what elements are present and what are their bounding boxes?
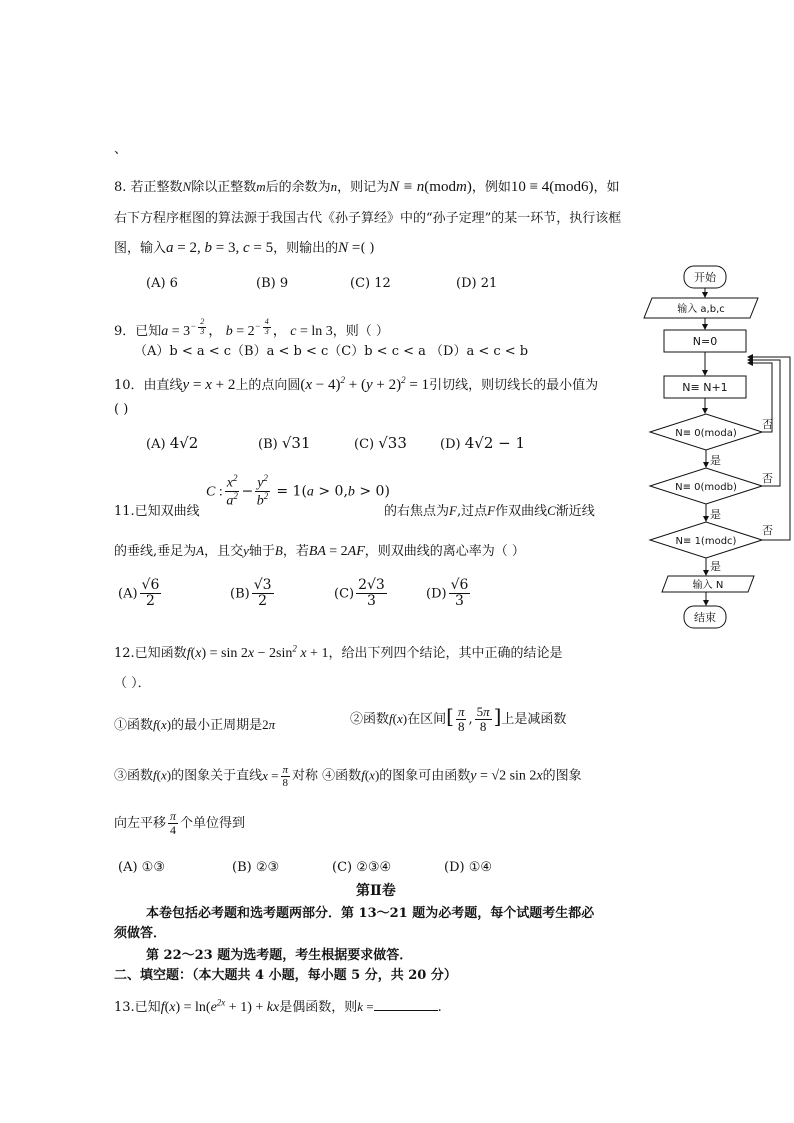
q11-choice-c-label: (C)	[334, 586, 355, 602]
q11-hyperbola-formula: C : $\frac{x^2}{a^2}$ − $\frac{y^2}{b^2}$ = 1(a > 0,b > 0)	[206, 473, 390, 509]
q8-choice-d: (D) 21	[456, 276, 498, 291]
q12-c2-c: 上是减函数	[501, 712, 567, 727]
q10-choice-d-value: 4√2 − 1	[464, 434, 526, 452]
q12-c3-line: x = $\frac{\pi}{8}$	[262, 764, 289, 790]
q12-c4-function: y = √2 sin 2x	[470, 768, 543, 784]
flowchart	[636, 262, 794, 632]
flow-input-label: 输入 a,b,c	[677, 304, 725, 315]
q8-text-e: ，例如	[471, 180, 511, 195]
q8-paren: ( )	[360, 241, 375, 256]
q8-formula-N: N =	[338, 240, 361, 256]
q11-choice-c	[334, 578, 389, 610]
q10-choice-c-value: √33	[378, 434, 407, 452]
q8-var-m: m	[256, 179, 266, 194]
section2-para2: 第 22～23 题为选考题，考生根据要求做答．	[146, 948, 413, 963]
q12-c4-a: ④函数	[322, 768, 362, 784]
q11-vector-formula: BA = 2AF	[308, 544, 365, 559]
q12-c3-c: 对称	[292, 768, 319, 784]
q12-c2-a: ②函数	[350, 712, 390, 727]
q11-text-e: 渐近线	[555, 504, 595, 519]
q13-stem	[114, 996, 442, 1016]
q12-c4-b: 的图象可由函数	[379, 768, 471, 784]
q10-stem	[114, 374, 598, 394]
q12-c1-a: ①函数	[114, 718, 154, 733]
q11-line2-d: ，若	[282, 544, 309, 559]
q12-conclusion-1	[114, 714, 275, 733]
q10-choice-d-label: (D)	[440, 437, 461, 452]
q8-text-d: ，则记为	[337, 180, 390, 195]
q11-line2	[114, 540, 525, 560]
flow-end-label: 结束	[694, 611, 716, 624]
q12-conclusion-3-4	[114, 764, 582, 789]
q8-text-b: 除以正整数	[191, 180, 257, 195]
q11-line1-rest	[384, 500, 595, 519]
q13-text-b: 是偶函数，则	[279, 1000, 358, 1015]
q11-choice-a-label: (A)	[118, 586, 138, 602]
q11-text-c: ,过点	[456, 504, 488, 519]
q11-choice-d	[426, 578, 472, 610]
q8-choice-b: (B) 9	[256, 276, 289, 291]
q8-choice-c: (C) 12	[350, 276, 391, 291]
q11-var-F1: F	[449, 503, 457, 518]
flow-start-label: 开始	[694, 271, 716, 284]
q12-c3-b: 的图象关于直线	[171, 768, 263, 784]
q12-stem	[114, 642, 562, 662]
q9-choices: （A）b < a < c（B）a < b < c（C）b < c < a （D）a < c < b	[134, 344, 529, 359]
q12-c3-a: ③函数	[114, 768, 154, 784]
q11-line2-e: ，则双曲线的离心率为（ ）	[364, 544, 525, 559]
q8-formula-example: 10 ≡ 4(mod6)	[510, 179, 594, 195]
q11-choice-a	[118, 578, 163, 610]
q12-shift-pi-4: $\frac{\pi}{4}$	[170, 809, 177, 838]
q11-text-d: 作双曲线	[495, 504, 548, 519]
q13-text-c: .	[437, 1000, 442, 1015]
q11-choice-c-value: $\frac{2√3}{3}$	[358, 577, 385, 610]
flow-init-label: N=0	[692, 335, 718, 348]
q13-var-k: k =	[357, 999, 374, 1014]
q11-line2-b: ，且交	[204, 544, 244, 559]
section2-para1: 本卷包括必考题和选考题两部分．第 13～21 题为必考题，每个试题考生都必	[146, 906, 595, 921]
q11-var-A: A	[196, 543, 205, 558]
q8-text-c: 后的余数为	[265, 180, 331, 195]
q12-c3-f: f(x)	[153, 767, 172, 783]
q8-line1	[114, 176, 619, 196]
q10-text-a: 10．由直线	[114, 378, 183, 393]
q10-choice-c	[354, 434, 407, 452]
q8-text-a: 8. 若正整数	[114, 180, 183, 195]
q12-choice-c: (C) ②③④	[332, 860, 392, 875]
flow-cond1-label: N≡ 0(moda)	[675, 428, 737, 439]
q10-choice-a-label: (A)	[146, 437, 166, 452]
q11-choice-d-value: $\frac{√6}{3}$	[450, 577, 469, 610]
q8-formula-mod: N ≡ n(modm)	[389, 179, 472, 195]
top-mark: 、	[114, 142, 128, 157]
q10-paren: ( )	[114, 402, 129, 417]
q12-c2-5pi-8: $\frac{5\pi}{8}$	[476, 703, 490, 734]
q10-choice-a-value: 4√2	[169, 434, 199, 452]
q12-c1-2pi: 2π	[262, 717, 276, 732]
section2-para1b: 须做答．	[114, 926, 167, 941]
flow-cond2-label: N≡ 0(modb)	[675, 482, 737, 493]
q10-choice-b-value: √31	[281, 434, 311, 452]
q12-c2-f: f(x)	[389, 711, 408, 726]
q11-line2-a: 的垂线,垂足为	[114, 544, 197, 559]
q12-c2-bracket-left: [	[446, 704, 454, 728]
flow-output-label: 输入 N	[692, 580, 724, 591]
q12-paren: （ ）．	[114, 676, 151, 691]
flow-no1-label: 否	[762, 418, 773, 431]
q8-var-n: n	[330, 179, 338, 194]
q9-text-a: 9．已知	[114, 324, 162, 340]
q10-choice-c-label: (C)	[354, 437, 375, 452]
flow-cond3-label: N≡ 1(modc)	[675, 536, 737, 547]
q10-text-b: 上的点向圆	[235, 378, 301, 393]
q12-shift-line	[114, 810, 245, 837]
q12-text-a: 12.已知函数	[114, 646, 187, 661]
flow-yes2-label: 是	[710, 508, 721, 521]
q11-var-C: C	[547, 503, 556, 518]
q11-var-F2: F	[487, 503, 496, 518]
q12-c1-f: f(x)	[153, 717, 172, 732]
q12-c2-pi-8: $\frac{\pi}{8}$	[457, 703, 465, 734]
q11-line2-c: 轴于	[248, 544, 275, 559]
flow-no2-label: 否	[762, 472, 773, 485]
section2-title: 第Ⅱ卷	[356, 883, 396, 899]
flow-incr-label: N≡ N+1	[682, 381, 728, 394]
q11-var-B: B	[274, 543, 283, 558]
q12-choice-d: (D) ①④	[444, 860, 493, 875]
q8-line2: 右下方程序框图的算法源于我国古代《孙子算经》中的“孙子定理”的某一环节，执行该框	[114, 211, 622, 226]
q8-var-N: N	[182, 179, 192, 194]
q11-choice-b	[230, 578, 276, 610]
q8-choice-a: (A) 6	[146, 276, 178, 291]
q12-c4-c: 的图象	[542, 768, 582, 784]
q12-choice-a: (A) ①③	[118, 860, 165, 875]
q13-answer-blank	[374, 998, 438, 1011]
q12-function: $f(x) = \sin 2x - 2\sin^2$ x + 1	[186, 643, 329, 661]
q8-line3	[114, 237, 375, 257]
q11-choice-a-value: $\frac{√6}{2}$	[141, 577, 160, 610]
q10-choice-b	[258, 434, 311, 452]
q10-choice-b-label: (B)	[258, 437, 278, 452]
q12-shift-a: 向左平移	[114, 816, 167, 832]
q10-text-c: 引切线，则切线长的最小值为	[429, 378, 599, 393]
q12-choice-b: (B) ②③	[232, 860, 280, 875]
q12-c4-f: f(x)	[361, 767, 380, 783]
q9-text-b: ，则（ ）	[332, 324, 389, 340]
q11-choice-b-value: $\frac{√3}{2}$	[253, 577, 272, 610]
flow-no3-label: 否	[762, 524, 773, 537]
section2-fill-header: 二、填空题：（本大题共 4 小题，每小题 5 分，共 20 分）	[114, 968, 457, 983]
q12-shift-b: 个单位得到	[180, 816, 246, 832]
q11-text-a: 11.已知双曲线	[114, 504, 200, 519]
flow-yes3-label: 是	[710, 560, 721, 573]
q11-var-y: y	[243, 543, 249, 558]
q8-formula-abc: a = 2, b = 3, c = 5	[166, 240, 274, 256]
q12-c1-b: 的最小正周期是	[171, 718, 263, 733]
q10-choice-a	[146, 434, 198, 452]
q11-choice-b-label: (B)	[230, 586, 250, 602]
q10-formula-line: y = x + 2	[182, 377, 236, 393]
q8-text-input: 图，输入	[114, 241, 167, 256]
q12-c2-bracket-right: ]	[493, 704, 502, 728]
q10-choice-d	[440, 434, 525, 452]
q10-formula-circle: $(x - 4)^2 + (y + 2)^2 = 1$	[300, 375, 430, 393]
q9-stem	[114, 318, 389, 340]
flow-yes1-label: 是	[710, 454, 721, 467]
q13-function: $f(x) = \ln(e^{2x} + 1)$ + kx	[160, 997, 280, 1015]
q12-c2-b: 在区间	[407, 712, 447, 727]
q12-c2-comma: ,	[468, 712, 473, 727]
q12-conclusion-2	[350, 704, 566, 734]
q9-formula: $a = 3^{- \frac{2}{3}}$ ， $b = 2^{- \frac{4}{3}}$ ， c = ln 3	[161, 317, 333, 340]
q8-text-f: ，如	[593, 180, 620, 195]
q11-choice-d-label: (D)	[426, 586, 447, 602]
q8-text-output: ，则输出的	[273, 241, 339, 256]
q11-text-b: 的右焦点为	[384, 504, 450, 519]
q12-text-b: ，给出下列四个结论，其中正确的结论是	[328, 646, 563, 661]
q13-text-a: 13.已知	[114, 1000, 161, 1015]
